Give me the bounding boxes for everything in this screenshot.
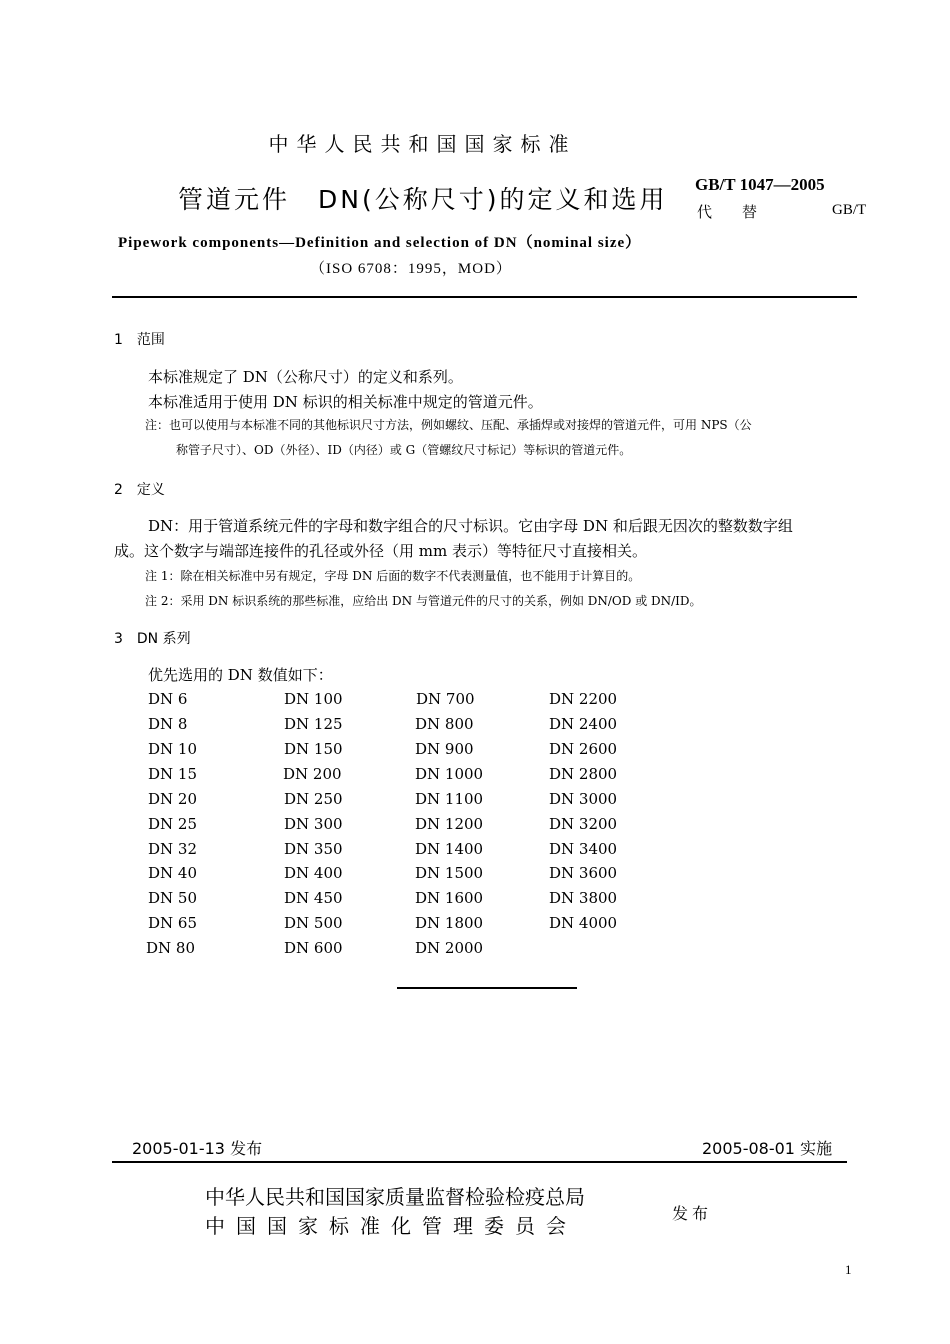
dn-value: DN 15	[148, 765, 198, 783]
dn-value: DN 32	[148, 840, 198, 858]
dn-value: DN 500	[284, 914, 343, 932]
document-title: 管道元件 DN(公称尺寸)的定义和选用	[178, 185, 668, 214]
dn-value: DN 2800	[549, 765, 618, 783]
dn-value: DN 3000	[549, 790, 618, 808]
header-rule	[112, 296, 857, 298]
dn-value: DN 250	[284, 790, 343, 808]
dn-value: DN 100	[284, 690, 343, 708]
dn-value: DN 1100	[415, 790, 484, 808]
dn-value: DN 800	[415, 715, 474, 733]
dn-value: DN 1800	[415, 914, 484, 932]
implementation-date: 2005-08-01 实施	[702, 1139, 833, 1158]
dn-value: DN 600	[284, 939, 343, 957]
dn-value: DN 2600	[549, 740, 618, 758]
dn-value: DN 125	[284, 715, 343, 733]
dn-value: DN 50	[148, 889, 198, 907]
dn-value: DN 150	[284, 740, 343, 758]
dn-value: DN 40	[148, 864, 198, 882]
section-2-note-1: 注 1：除在相关标准中另有规定，字母 DN 后面的数字不代表测量值，也不能用于计算目的。	[145, 569, 641, 583]
section-3-heading: 3 DN 系列	[114, 631, 191, 647]
dn-value: DN 3400	[549, 840, 618, 858]
dn-value: DN 2200	[549, 690, 618, 708]
dn-value: DN 200	[283, 765, 342, 783]
english-title: Pipework components—Definition and selection of DN（nominal size）	[118, 235, 642, 251]
section-1-paragraph-2: 本标准适用于使用 DN 标识的相关标准中规定的管道元件。	[148, 393, 543, 411]
section-1-paragraph-1: 本标准规定了 DN（公称尺寸）的定义和系列。	[148, 368, 463, 386]
dn-value: DN 20	[148, 790, 198, 808]
footer-rule	[112, 1161, 847, 1163]
dn-value: DN 3200	[549, 815, 618, 833]
dn-value: DN 2000	[415, 939, 484, 957]
dn-value: DN 1000	[415, 765, 484, 783]
section-2-paragraph-line-1: DN：用于管道系统元件的字母和数字组合的尺寸标识。它由字母 DN 和后跟无因次的整数数字组	[148, 517, 793, 535]
dn-value: DN 900	[415, 740, 474, 758]
dn-value: DN 400	[284, 864, 343, 882]
replaces-label: 代替	[697, 203, 788, 221]
standard-number: GB/T 1047—2005	[695, 175, 825, 194]
section-2-heading: 2 定义	[114, 482, 165, 498]
dn-value: DN 10	[148, 740, 198, 758]
dn-value: DN 1200	[415, 815, 484, 833]
publish-label: 发布	[672, 1204, 713, 1223]
dn-value: DN 80	[146, 939, 196, 957]
dn-value: DN 4000	[549, 914, 618, 932]
dn-value: DN 1500	[415, 864, 484, 882]
section-1-note-line-1: 注：也可以使用与本标准不同的其他标识尺寸方法，例如螺纹、压配、承插焊或对接焊的管道元件，可用 NPS（公	[145, 418, 752, 432]
dn-value: DN 350	[284, 840, 343, 858]
section-2-paragraph-line-2: 成。这个数字与端部连接件的孔径或外径（用 mm 表示）等特征尺寸直接相关。	[114, 542, 647, 560]
end-of-content-rule	[397, 987, 577, 989]
section-1-note-line-2: 称管子尺寸）、OD（外径）、ID（内径）或 G（管螺纹尺寸标记）等标识的管道元件。	[176, 443, 632, 457]
page-number: 1	[845, 1262, 852, 1277]
dn-value: DN 700	[416, 690, 475, 708]
dn-value: DN 65	[148, 914, 198, 932]
dn-value: DN 25	[148, 815, 198, 833]
section-2-note-2: 注 2：采用 DN 标识系统的那些标准，应给出 DN 与管道元件的尺寸的关系，例如 DN/OD 或 DN/ID。	[145, 594, 702, 608]
issuer-sac: 中国国家标准化管理委员会	[205, 1214, 577, 1238]
dn-value: DN 6	[148, 690, 188, 708]
issuer-aqsiq: 中华人民共和国国家质量监督检验检疫总局	[205, 1185, 585, 1209]
dn-value: DN 1400	[415, 840, 484, 858]
dn-value: DN 3800	[549, 889, 618, 907]
replaces-value: GB/T	[832, 202, 867, 218]
iso-reference: （ISO 6708：1995，MOD）	[310, 261, 512, 277]
dn-value: DN 3600	[549, 864, 618, 882]
dn-value: DN 2400	[549, 715, 618, 733]
dn-value: DN 1600	[415, 889, 484, 907]
issue-date: 2005-01-13 发布	[132, 1139, 263, 1158]
national-standard-heading: 中华人民共和国国家标准	[268, 132, 577, 156]
section-1-heading: 1 范围	[114, 332, 165, 348]
dn-value: DN 8	[148, 715, 188, 733]
section-3-intro: 优先选用的 DN 数值如下：	[148, 666, 333, 684]
dn-value: DN 450	[284, 889, 343, 907]
dn-value: DN 300	[284, 815, 343, 833]
